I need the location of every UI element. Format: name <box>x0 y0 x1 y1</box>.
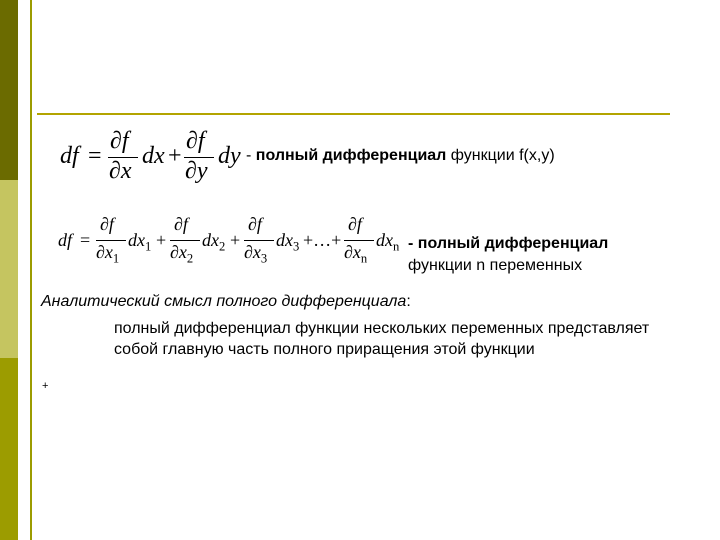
fraction-numerator: ∂f <box>248 214 262 234</box>
formula-ellipsis: +…+ <box>303 230 342 250</box>
fraction-denominator: ∂y <box>185 158 208 184</box>
sidebar-band-middle <box>0 180 18 358</box>
formula-total-differential-two-vars <box>60 128 240 188</box>
desc1-prefix: - <box>246 147 256 164</box>
desc1-suffix: функции f(x,y) <box>446 147 555 164</box>
differential-term: $dx_2$ <box>202 230 226 254</box>
fraction-numerator: ∂f <box>110 128 129 154</box>
formula1-description <box>246 147 555 165</box>
formula-equals: = <box>80 230 91 250</box>
formula-lhs: df <box>60 143 79 169</box>
formula-total-differential-n-vars <box>58 210 408 270</box>
title-rule <box>37 113 670 115</box>
differential-term: $dx_1$ <box>128 230 152 254</box>
desc2-line1: - полный дифференциал <box>408 235 609 252</box>
differential-term: dx <box>142 143 165 169</box>
fraction-denominator: $\partial x_3$ <box>244 242 268 266</box>
fraction-numerator: ∂f <box>100 214 114 234</box>
sidebar-band-bottom <box>0 358 18 540</box>
desc1-bold: полный дифференциал <box>255 147 447 164</box>
fraction-numerator: ∂f <box>186 128 205 154</box>
formula-plus: + <box>230 230 241 250</box>
differential-term: $dx_3$ <box>276 230 300 254</box>
fraction-numerator: ∂f <box>174 214 188 234</box>
bullet-marker: + <box>42 380 49 392</box>
heading-colon: : <box>406 293 411 310</box>
sidebar-band-top <box>0 0 18 180</box>
fraction-denominator: $\partial x_n$ <box>344 242 368 266</box>
formula-plus: + <box>168 143 182 169</box>
fraction-numerator: ∂f <box>348 214 362 234</box>
formula2-description <box>408 233 608 277</box>
formula-equals: = <box>88 143 102 169</box>
fraction-denominator: $\partial x_1$ <box>96 242 120 266</box>
differential-term: dy <box>218 143 241 169</box>
section-heading <box>41 293 411 311</box>
formula-lhs: df <box>58 230 73 250</box>
heading-italic: Аналитический смысл полного дифференциала <box>41 293 407 310</box>
sidebar-vertical-line <box>30 0 32 540</box>
definition-text: полный дифференциал функции нескольких переменных представляет собой главную часть полного приращения этой функции <box>114 320 650 358</box>
fraction-denominator: ∂x <box>109 158 132 184</box>
desc2-line2: функции n переменных <box>408 257 583 274</box>
differential-term: $dx_n$ <box>376 230 400 254</box>
fraction-denominator: $\partial x_2$ <box>170 242 194 266</box>
formula-plus: + <box>156 230 167 250</box>
